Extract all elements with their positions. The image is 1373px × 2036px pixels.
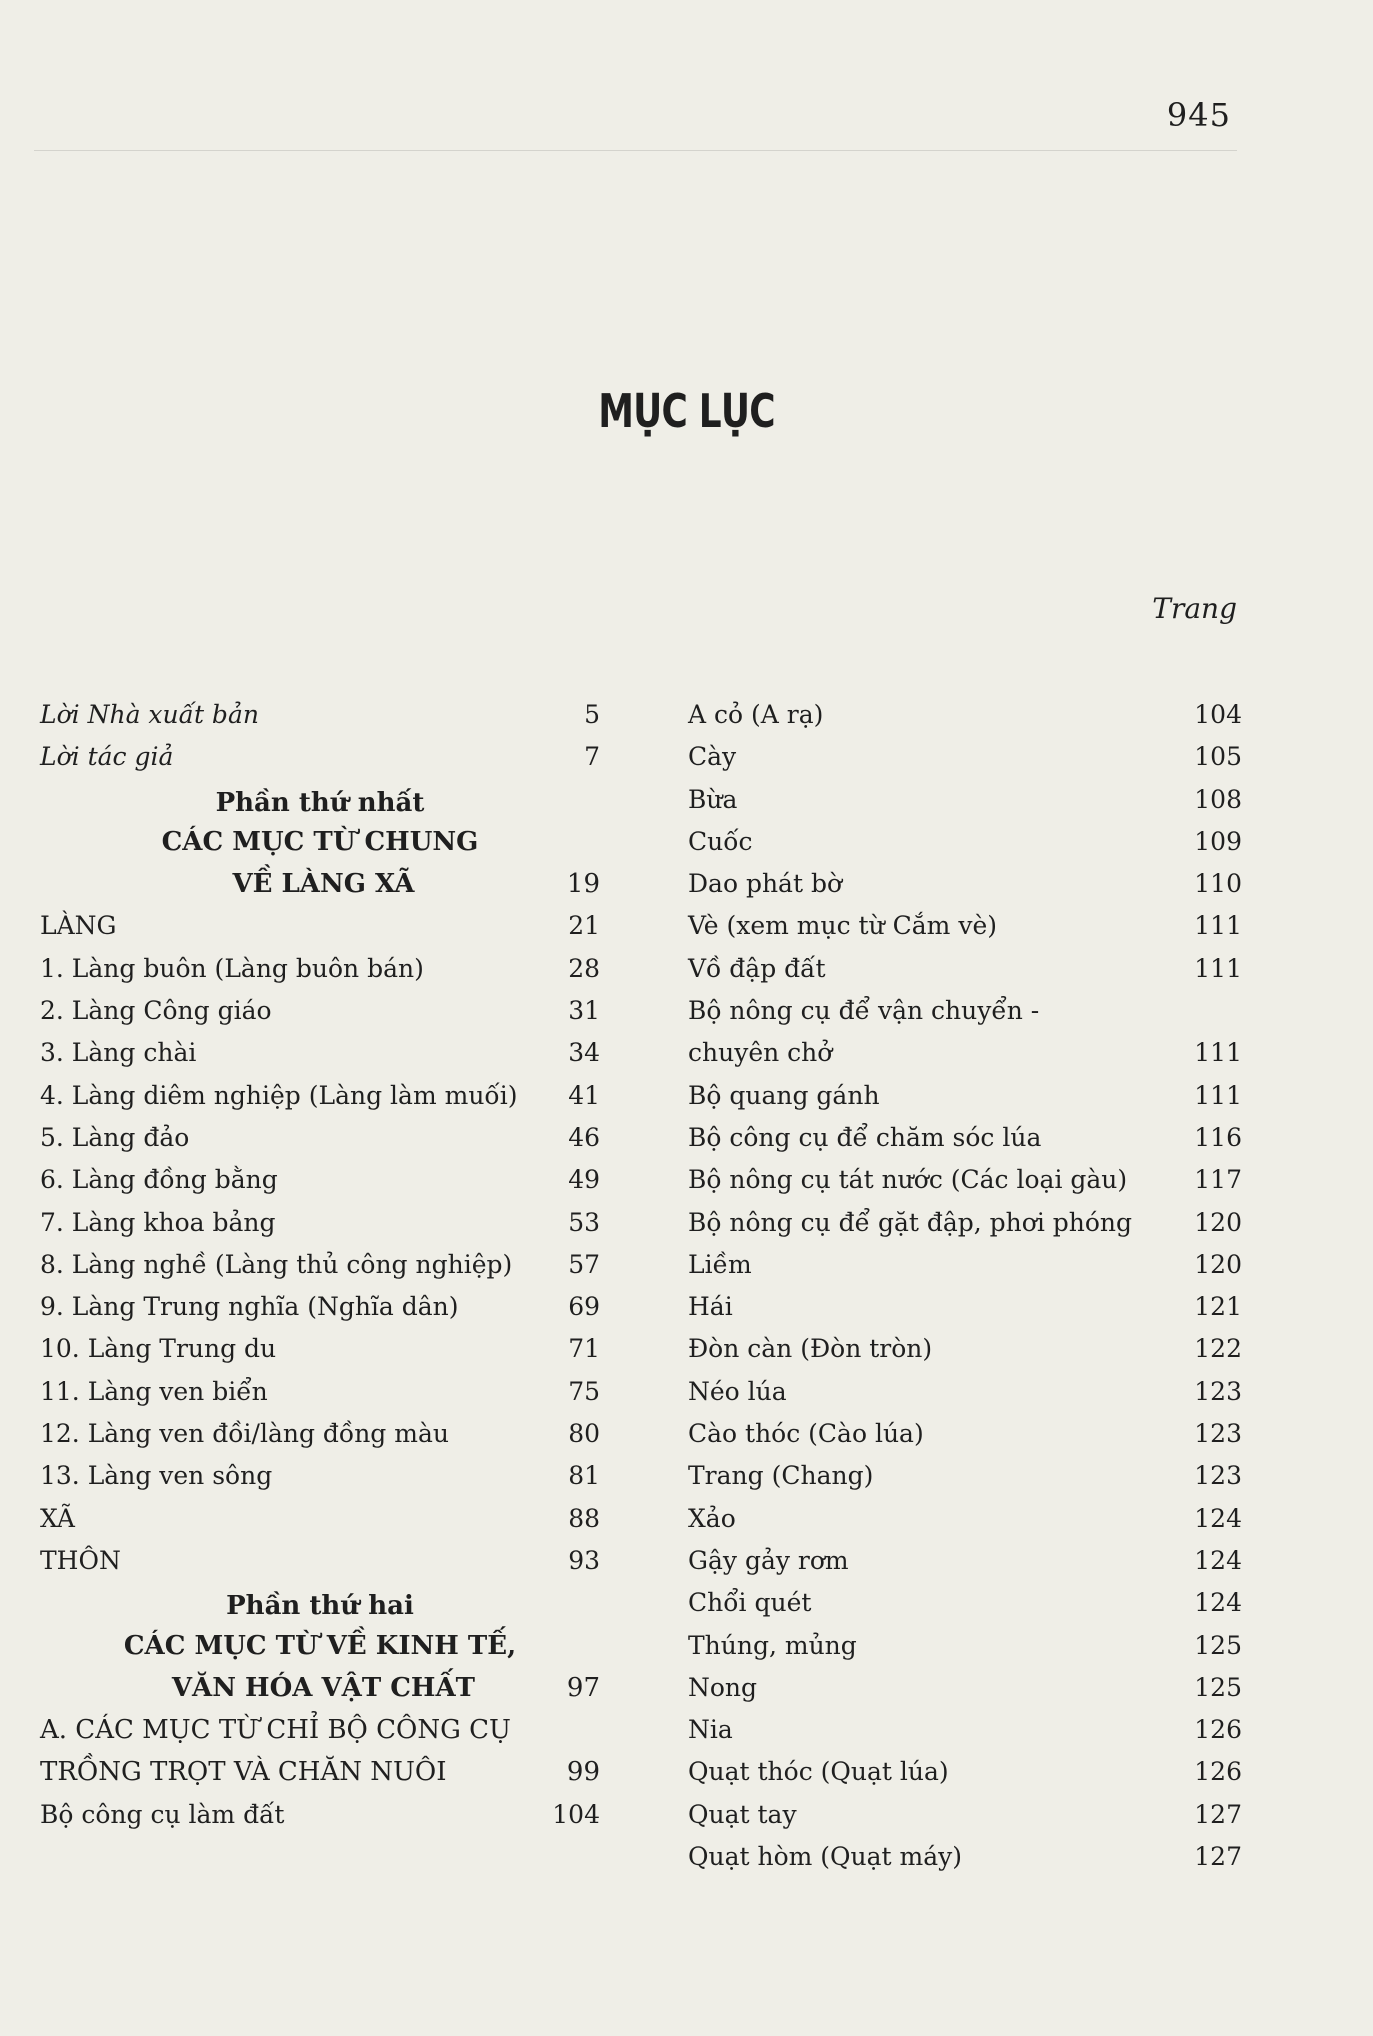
toc-entry-text: Bộ công cụ để chăm sóc lúa: [688, 1122, 1042, 1152]
toc-entry[interactable]: [40, 1419, 600, 1461]
header-rule: [34, 150, 1237, 151]
toc-entry-page: 57: [568, 1249, 600, 1279]
part2-title-line2[interactable]: VĂN HÓA VẬT CHẤT 97: [171, 1672, 600, 1703]
toc-entry[interactable]: [40, 1504, 600, 1546]
toc-entry-page: 111: [1194, 911, 1242, 941]
toc-entry-text: 1. Làng buôn (Làng buôn bán): [40, 953, 424, 983]
toc-entry-page: 110: [1194, 869, 1242, 899]
toc-entry-page: 120: [1194, 1249, 1242, 1279]
toc-entry-text: Đòn càn (Đòn tròn): [688, 1334, 933, 1364]
toc-entry-text: 4. Làng diêm nghiệp (Làng làm muối): [40, 1080, 518, 1110]
toc-entry-page: 124: [1194, 1503, 1242, 1533]
toc-entry-page: 80: [568, 1419, 600, 1449]
toc-entry-page: 125: [1194, 1672, 1242, 1702]
toc-entry-text: Chổi quét: [688, 1588, 812, 1618]
toc-entry-text: LÀNG: [40, 911, 117, 941]
toc-entry-page: 28: [568, 953, 600, 983]
toc-entry[interactable]: [688, 1757, 1242, 1799]
toc-entry-page: 111: [1194, 953, 1242, 983]
toc-entry-text: 2. Làng Công giáo: [40, 996, 272, 1026]
section-a-line2[interactable]: TRỒNG TRỌT VÀ CHĂN NUÔI 99: [40, 1757, 600, 1788]
toc-entry[interactable]: [40, 1208, 600, 1250]
toc-entry[interactable]: [688, 1334, 1242, 1376]
toc-entry[interactable]: [688, 1673, 1242, 1715]
toc-entry-text: 13. Làng ven sông: [40, 1461, 273, 1491]
toc-entry[interactable]: [688, 1165, 1242, 1207]
toc-entry-text: Bộ nông cụ để vận chuyển -: [688, 996, 1040, 1026]
toc-entry-page: 41: [568, 1080, 600, 1110]
toc-entry-page: 105: [1194, 742, 1242, 772]
toc-entry[interactable]: [688, 827, 1242, 869]
toc-entry[interactable]: [688, 1123, 1242, 1165]
toc-entry-page: 81: [568, 1461, 600, 1491]
toc-entry[interactable]: [40, 1292, 600, 1334]
toc-entry[interactable]: [688, 1292, 1242, 1334]
toc-entry-page: 88: [568, 1503, 600, 1533]
toc-entry-text: 10. Làng Trung du: [40, 1334, 277, 1364]
toc-entry-text: 5. Làng đảo: [40, 1122, 190, 1152]
toc-entry[interactable]: [40, 996, 600, 1038]
toc-entry-page: 69: [568, 1292, 600, 1322]
toc-right-column: [688, 700, 1242, 1884]
toc-entry[interactable]: [40, 1461, 600, 1503]
toc-entry-page: 116: [1194, 1122, 1242, 1152]
toc-entry-page: 127: [1194, 1799, 1242, 1829]
toc-entry-text: 7. Làng khoa bảng: [40, 1207, 276, 1237]
toc-entry[interactable]: [688, 1631, 1242, 1673]
section-a-line1: A. CÁC MỤC TỪ CHỈ BỘ CÔNG CỤ: [40, 1715, 511, 1746]
page-number: 945: [1166, 96, 1231, 134]
toc-entry[interactable]: [688, 1250, 1242, 1292]
toc-entry-text: Bộ nông cụ tát nước (Các loại gàu): [688, 1165, 1128, 1195]
toc-entry[interactable]: [40, 1038, 600, 1080]
toc-entry-text: THÔN: [40, 1545, 121, 1575]
toc-entry[interactable]: [688, 742, 1242, 784]
toc-entry-page: 19: [566, 869, 600, 900]
toc-entry-page: 75: [568, 1376, 600, 1406]
toc-entry[interactable]: [688, 700, 1242, 742]
part2-label: Phần thứ hai: [226, 1591, 414, 1622]
toc-entry[interactable]: [688, 785, 1242, 827]
toc-entry-page: 99: [566, 1757, 600, 1788]
toc-entry-text: Quạt tay: [688, 1799, 797, 1829]
toc-entry-text: 12. Làng ven đồi/làng đồng màu: [40, 1419, 449, 1449]
toc-entry-text: Lời Nhà xuất bản: [40, 700, 259, 729]
toc-entry[interactable]: [688, 996, 1242, 1038]
toc-entry-page: 124: [1194, 1545, 1242, 1575]
toc-entry-text: Nia: [688, 1715, 733, 1745]
toc-entry[interactable]: [40, 1546, 600, 1588]
toc-entry[interactable]: [688, 1800, 1242, 1842]
toc-entry-text: Cuốc: [688, 826, 753, 856]
toc-entry-page: 104: [552, 1799, 600, 1829]
toc-entry-text: Lời tác giả: [40, 742, 174, 772]
toc-entry-text: Vè (xem mục từ Cắm vè): [688, 911, 998, 941]
toc-entry-page: 123: [1194, 1376, 1242, 1406]
toc-entry-text: XÃ: [40, 1503, 75, 1533]
toc-entry-page: 124: [1194, 1588, 1242, 1618]
toc-entry[interactable]: [688, 1504, 1242, 1546]
toc-entry-page: 126: [1194, 1757, 1242, 1787]
part1-entry-list: [40, 911, 600, 1588]
toc-entry-page: 93: [568, 1545, 600, 1575]
part2-title-line1: CÁC MỤC TỪ VỀ KINH TẾ,: [123, 1630, 517, 1661]
toc-entry-text: 9. Làng Trung nghĩa (Nghĩa dân): [40, 1292, 459, 1322]
toc-entry-text: Néo lúa: [688, 1376, 787, 1406]
toc-entry-page: 108: [1194, 784, 1242, 814]
toc-entry-page: 7: [584, 742, 600, 772]
toc-entry-text: Hái: [688, 1292, 733, 1322]
toc-entry[interactable]: [688, 1419, 1242, 1461]
toc-entry-text: 6. Làng đồng bằng: [40, 1165, 278, 1195]
toc-entry-text: Bộ công cụ làm đất: [40, 1799, 285, 1829]
toc-entry-text: Quạt hòm (Quạt máy): [688, 1842, 963, 1872]
toc-entry-text: Gậy gảy rơm: [688, 1545, 849, 1575]
toc-entry-page: 53: [568, 1207, 600, 1237]
toc-entry[interactable]: [688, 1208, 1242, 1250]
tail-entry-list: [40, 1800, 600, 1842]
toc-entry[interactable]: [40, 911, 600, 953]
toc-entry-page: 111: [1194, 1038, 1242, 1068]
toc-entry-page: 31: [568, 996, 600, 1026]
toc-entry-page: 123: [1194, 1461, 1242, 1491]
toc-entry-text: 3. Làng chài: [40, 1038, 197, 1068]
toc-entry-text: Thúng, mủng: [688, 1630, 857, 1660]
toc-entry-text: Bộ nông cụ để gặt đập, phơi phóng: [688, 1207, 1133, 1237]
toc-entry[interactable]: [688, 1842, 1242, 1884]
toc-entry-page: 109: [1194, 826, 1242, 856]
toc-entry-text: Dao phát bờ: [688, 869, 843, 899]
toc-entry[interactable]: [688, 1377, 1242, 1419]
toc-entry-text: chuyên chở: [688, 1038, 833, 1068]
toc-entry[interactable]: [40, 1250, 600, 1292]
toc-entry-text: Bừa: [688, 784, 738, 814]
toc-entry-page: 21: [568, 911, 600, 941]
toc-entry-text: Trang (Chang): [688, 1461, 874, 1491]
toc-entry-page: 5: [584, 700, 600, 729]
toc-entry[interactable]: [688, 911, 1242, 953]
toc-entry-text: Nong: [688, 1672, 758, 1702]
toc-entry[interactable]: [688, 1038, 1242, 1080]
toc-entry-text: A cỏ (A rạ): [688, 700, 824, 729]
toc-entry[interactable]: [40, 1377, 600, 1419]
toc-entry-page: 120: [1194, 1207, 1242, 1237]
toc-entry[interactable]: [688, 954, 1242, 996]
toc-entry-page: 122: [1194, 1334, 1242, 1364]
toc-entry[interactable]: [688, 1461, 1242, 1503]
toc-entry-page: 111: [1194, 1080, 1242, 1110]
toc-entry-text: 11. Làng ven biển: [40, 1376, 268, 1406]
toc-entry[interactable]: [688, 869, 1242, 911]
toc-entry-text: Quạt thóc (Quạt lúa): [688, 1757, 949, 1787]
toc-entry-page: 49: [568, 1165, 600, 1195]
toc-entry[interactable]: [40, 1081, 600, 1123]
toc-entry-text: Bộ quang gánh: [688, 1080, 880, 1110]
toc-entry-page: 46: [568, 1122, 600, 1152]
toc-entry-page: 126: [1194, 1715, 1242, 1745]
toc-entry[interactable]: [40, 1165, 600, 1207]
toc-entry-text: Cày: [688, 742, 737, 772]
toc-entry[interactable]: [688, 1081, 1242, 1123]
toc-entry-page: 123: [1194, 1419, 1242, 1449]
page-title: MỤC LỤC: [598, 384, 775, 438]
part1-label: Phần thứ nhất: [215, 787, 425, 818]
toc-entry[interactable]: [688, 1546, 1242, 1588]
toc-entry-text: Vồ đập đất: [688, 953, 826, 983]
toc-entry-page: 71: [568, 1334, 600, 1364]
toc-left-column: [40, 700, 600, 1842]
part1-title-line2[interactable]: VỀ LÀNG XÃ 19: [232, 869, 600, 900]
toc-entry[interactable]: [40, 954, 600, 996]
toc-entry-page: 125: [1194, 1630, 1242, 1660]
toc-entry-page: 127: [1194, 1842, 1242, 1872]
toc-entry[interactable]: [40, 1123, 600, 1165]
part1-title-line1: CÁC MỤC TỪ CHUNG: [161, 826, 479, 857]
toc-entry-text: Xảo: [688, 1503, 736, 1533]
toc-entry[interactable]: [40, 700, 600, 742]
toc-entry-text: 8. Làng nghề (Làng thủ công nghiệp): [40, 1249, 513, 1279]
toc-entry[interactable]: [40, 1800, 600, 1842]
right-entry-list: [688, 700, 1242, 1884]
toc-entry-page: 34: [568, 1038, 600, 1068]
toc-entry-text: Liềm: [688, 1249, 752, 1279]
toc-entry-page: 97: [566, 1672, 600, 1703]
toc-entry[interactable]: [40, 742, 600, 784]
toc-entry-page: 121: [1194, 1292, 1242, 1322]
page-column-label: Trang: [1152, 592, 1237, 625]
toc-entry-text: Cào thóc (Cào lúa): [688, 1419, 924, 1449]
toc-entry[interactable]: [40, 1334, 600, 1376]
toc-entry-page: 104: [1194, 700, 1242, 729]
toc-entry-page: 117: [1194, 1165, 1242, 1195]
toc-entry[interactable]: [688, 1715, 1242, 1757]
toc-entry[interactable]: [688, 1588, 1242, 1630]
